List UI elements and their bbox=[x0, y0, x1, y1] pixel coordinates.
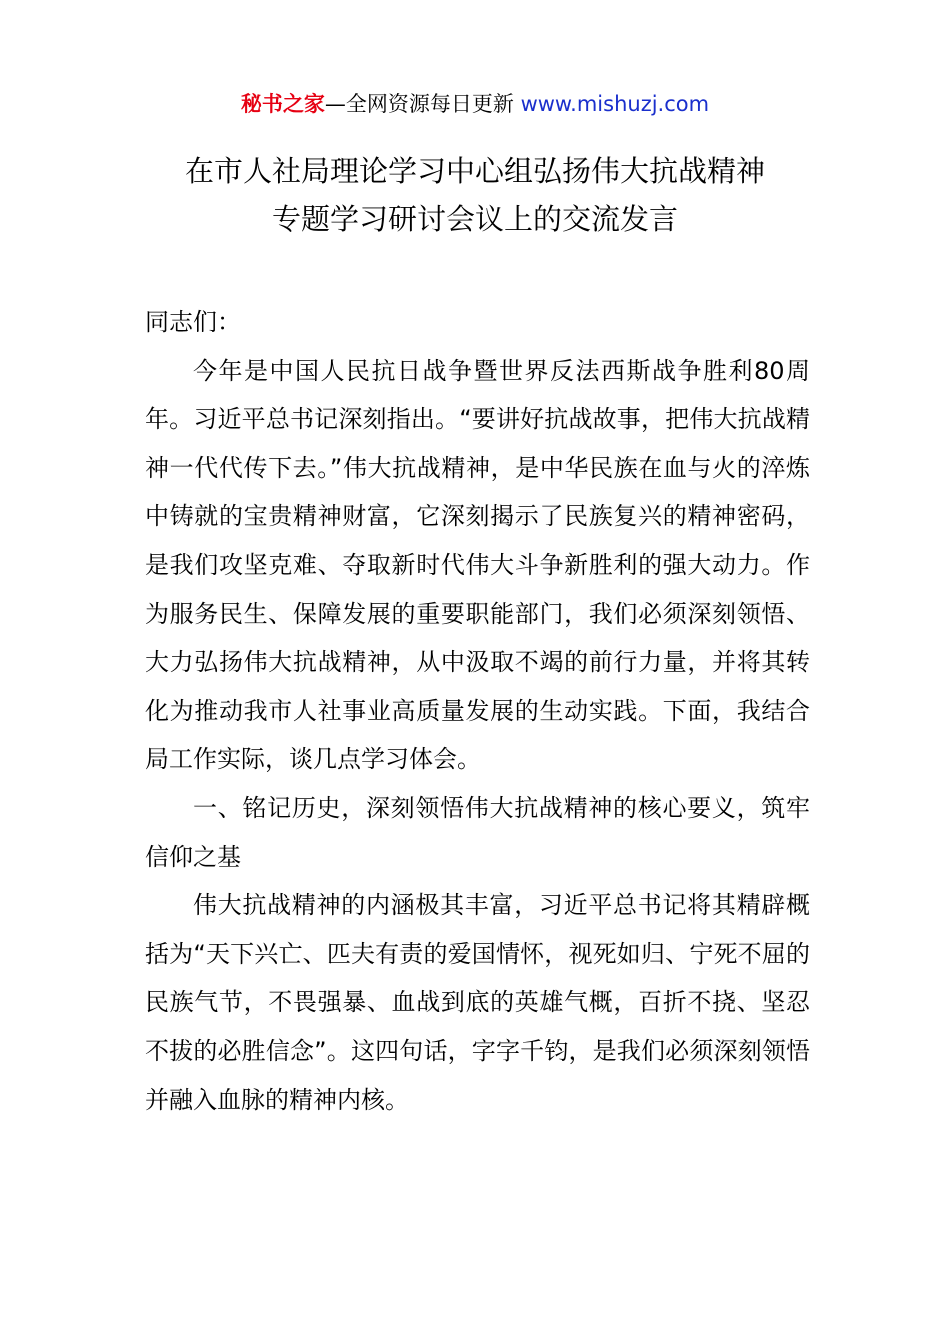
title-line-2: 专题学习研讨会议上的交流发言 bbox=[271, 202, 678, 236]
title-line-1: 在市人社局理论学习中心组弘扬伟大抗战精神 bbox=[184, 154, 765, 188]
document-title bbox=[0, 147, 950, 243]
site-header bbox=[0, 88, 950, 120]
brand-name: 秘书之家 bbox=[240, 92, 325, 116]
salutation: 同志们： bbox=[145, 308, 241, 336]
header-tagline: 全网资源每日更新 bbox=[345, 92, 514, 116]
section-heading-1: 一、铭记历史，深刻领悟伟大抗战精神的核心要义，筑牢信仰之基 bbox=[145, 793, 810, 871]
header-dash: — bbox=[324, 92, 346, 116]
paragraph-intro: 今年是中国人民抗日战争暨世界反法西斯战争胜利80周年。习近平总书记深刻指出。“要讲好抗战故事，把伟大抗战精神一代代传下去。”伟大抗战精神，是中华民族在血与火的淬炼中铸就的宝贵精神财富，它深刻揭示了民族复兴的精神密码，是我们攻坚克难、夺取新时代伟大斗争新胜利的强大动力。作为服务民生、保障发展的重要职能部门，我们必须深刻领悟、大力弘扬伟大抗战精神，从中汲取不竭的前行力量，并将其转化为推动我市人社事业高质量发展的生动实践。下面，我结合局工作实际，谈几点学习体会。 bbox=[145, 356, 810, 774]
document-body bbox=[145, 298, 810, 1124]
paragraph-section-1: 伟大抗战精神的内涵极其丰富，习近平总书记将其精辟概括为“天下兴亡、匹夫有责的爱国情怀，视死如归、宁死不屈的民族气节，不畏强暴、血战到底的英雄气概，百折不挠、坚忍不拔的必胜信念”。这四句话，字字千钧，是我们必须深刻领悟并融入血脉的精神内核。 bbox=[145, 891, 810, 1114]
site-url-link[interactable]: www.mishuzj.com bbox=[520, 92, 710, 116]
